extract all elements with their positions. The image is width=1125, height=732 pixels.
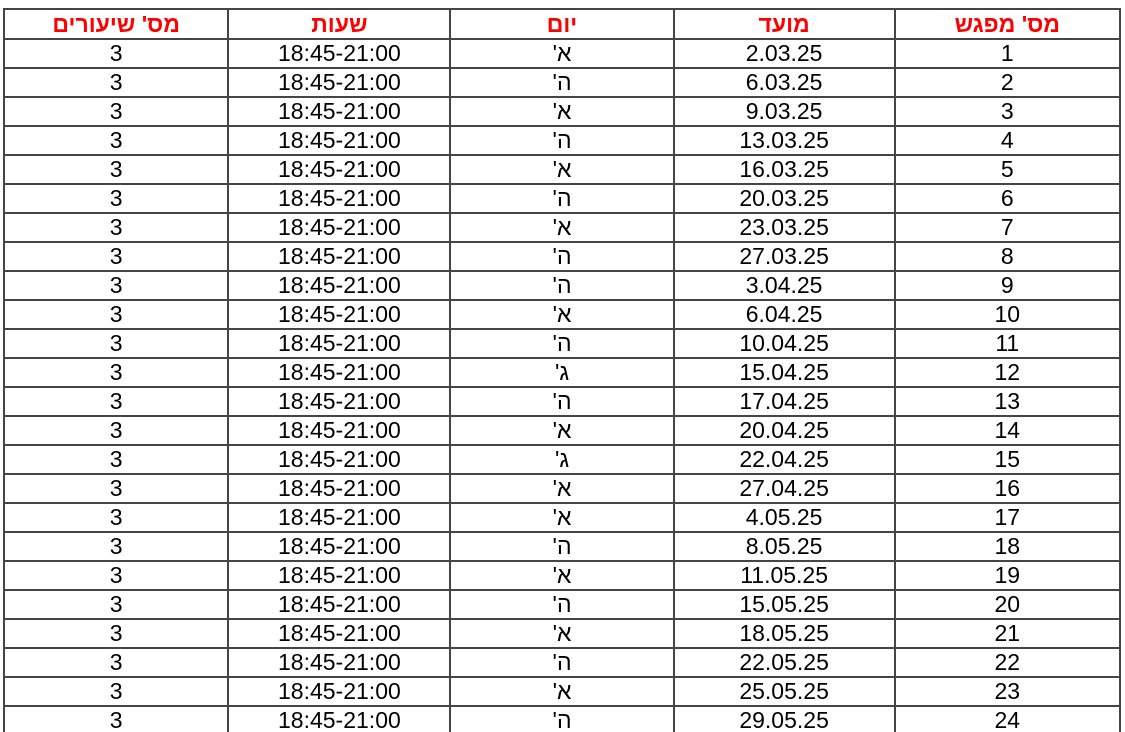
cell-day: א'	[450, 561, 673, 590]
cell-hours: 18:45-21:00	[228, 416, 450, 445]
cell-meeting_no: 10	[895, 300, 1120, 329]
cell-lessons: 3	[4, 474, 228, 503]
cell-meeting_no: 5	[895, 155, 1120, 184]
cell-lessons: 3	[4, 677, 228, 706]
cell-meeting_no: 9	[895, 271, 1120, 300]
cell-day: ה'	[450, 387, 673, 416]
schedule-row	[4, 706, 1120, 732]
cell-lessons: 3	[4, 619, 228, 648]
cell-meeting_no: 24	[895, 706, 1120, 732]
cell-lessons: 3	[4, 590, 228, 619]
cell-date: 29.05.25	[674, 706, 895, 732]
cell-lessons: 3	[4, 445, 228, 474]
cell-hours: 18:45-21:00	[228, 300, 450, 329]
cell-hours: 18:45-21:00	[228, 358, 450, 387]
cell-lessons: 3	[4, 648, 228, 677]
cell-meeting_no: 14	[895, 416, 1120, 445]
schedule-row	[4, 590, 1120, 619]
cell-day: א'	[450, 155, 673, 184]
schedule-row	[4, 213, 1120, 242]
header-day: יום	[450, 9, 673, 39]
cell-date: 9.03.25	[674, 97, 895, 126]
cell-lessons: 3	[4, 97, 228, 126]
cell-lessons: 3	[4, 39, 228, 68]
cell-date: 6.03.25	[674, 68, 895, 97]
cell-day: ה'	[450, 126, 673, 155]
cell-day: א'	[450, 300, 673, 329]
schedule-row	[4, 39, 1120, 68]
cell-lessons: 3	[4, 126, 228, 155]
schedule-row	[4, 677, 1120, 706]
header-hours: שעות	[228, 9, 450, 39]
schedule-row	[4, 503, 1120, 532]
cell-meeting_no: 13	[895, 387, 1120, 416]
cell-meeting_no: 12	[895, 358, 1120, 387]
cell-hours: 18:45-21:00	[228, 474, 450, 503]
cell-hours: 18:45-21:00	[228, 387, 450, 416]
cell-meeting_no: 23	[895, 677, 1120, 706]
cell-meeting_no: 2	[895, 68, 1120, 97]
cell-hours: 18:45-21:00	[228, 184, 450, 213]
cell-date: 4.05.25	[674, 503, 895, 532]
schedule-row	[4, 155, 1120, 184]
cell-lessons: 3	[4, 387, 228, 416]
cell-hours: 18:45-21:00	[228, 97, 450, 126]
schedule-row	[4, 300, 1120, 329]
cell-meeting_no: 3	[895, 97, 1120, 126]
cell-date: 3.04.25	[674, 271, 895, 300]
cell-day: ה'	[450, 242, 673, 271]
cell-meeting_no: 4	[895, 126, 1120, 155]
cell-day: א'	[450, 474, 673, 503]
cell-day: א'	[450, 213, 673, 242]
cell-lessons: 3	[4, 300, 228, 329]
schedule-table	[3, 8, 1121, 732]
cell-date: 10.04.25	[674, 329, 895, 358]
cell-date: 17.04.25	[674, 387, 895, 416]
cell-day: א'	[450, 503, 673, 532]
cell-date: 16.03.25	[674, 155, 895, 184]
cell-day: ה'	[450, 532, 673, 561]
cell-day: ה'	[450, 590, 673, 619]
cell-date: 6.04.25	[674, 300, 895, 329]
cell-meeting_no: 17	[895, 503, 1120, 532]
cell-hours: 18:45-21:00	[228, 329, 450, 358]
cell-meeting_no: 22	[895, 648, 1120, 677]
cell-meeting_no: 16	[895, 474, 1120, 503]
cell-hours: 18:45-21:00	[228, 39, 450, 68]
schedule-row	[4, 474, 1120, 503]
cell-lessons: 3	[4, 416, 228, 445]
cell-meeting_no: 11	[895, 329, 1120, 358]
schedule-row	[4, 329, 1120, 358]
schedule-row	[4, 648, 1120, 677]
cell-date: 15.04.25	[674, 358, 895, 387]
cell-hours: 18:45-21:00	[228, 503, 450, 532]
cell-date: 27.04.25	[674, 474, 895, 503]
schedule-row	[4, 387, 1120, 416]
cell-hours: 18:45-21:00	[228, 648, 450, 677]
cell-hours: 18:45-21:00	[228, 706, 450, 732]
cell-hours: 18:45-21:00	[228, 561, 450, 590]
cell-date: 18.05.25	[674, 619, 895, 648]
cell-lessons: 3	[4, 184, 228, 213]
cell-day: ה'	[450, 184, 673, 213]
cell-lessons: 3	[4, 155, 228, 184]
cell-day: א'	[450, 677, 673, 706]
cell-lessons: 3	[4, 503, 228, 532]
cell-meeting_no: 21	[895, 619, 1120, 648]
cell-date: 22.04.25	[674, 445, 895, 474]
cell-day: ג'	[450, 445, 673, 474]
schedule-row	[4, 184, 1120, 213]
header-meeting-no: מס' מפגש	[895, 9, 1120, 39]
schedule-row	[4, 126, 1120, 155]
cell-meeting_no: 20	[895, 590, 1120, 619]
cell-hours: 18:45-21:00	[228, 619, 450, 648]
cell-lessons: 3	[4, 242, 228, 271]
cell-date: 27.03.25	[674, 242, 895, 271]
cell-hours: 18:45-21:00	[228, 445, 450, 474]
cell-lessons: 3	[4, 271, 228, 300]
schedule-row	[4, 561, 1120, 590]
cell-lessons: 3	[4, 329, 228, 358]
cell-date: 23.03.25	[674, 213, 895, 242]
cell-lessons: 3	[4, 358, 228, 387]
cell-hours: 18:45-21:00	[228, 590, 450, 619]
cell-meeting_no: 15	[895, 445, 1120, 474]
cell-date: 20.03.25	[674, 184, 895, 213]
schedule-row	[4, 445, 1120, 474]
cell-lessons: 3	[4, 213, 228, 242]
cell-lessons: 3	[4, 532, 228, 561]
schedule-row	[4, 97, 1120, 126]
cell-day: ה'	[450, 648, 673, 677]
cell-lessons: 3	[4, 68, 228, 97]
cell-date: 25.05.25	[674, 677, 895, 706]
schedule-row	[4, 532, 1120, 561]
cell-lessons: 3	[4, 706, 228, 732]
cell-meeting_no: 18	[895, 532, 1120, 561]
cell-date: 11.05.25	[674, 561, 895, 590]
cell-day: ג'	[450, 358, 673, 387]
schedule-row	[4, 358, 1120, 387]
cell-date: 2.03.25	[674, 39, 895, 68]
cell-day: ה'	[450, 68, 673, 97]
schedule-row	[4, 242, 1120, 271]
cell-hours: 18:45-21:00	[228, 126, 450, 155]
cell-hours: 18:45-21:00	[228, 271, 450, 300]
cell-day: א'	[450, 97, 673, 126]
header-date: מועד	[674, 9, 895, 39]
cell-date: 15.05.25	[674, 590, 895, 619]
cell-date: 8.05.25	[674, 532, 895, 561]
cell-meeting_no: 8	[895, 242, 1120, 271]
cell-meeting_no: 1	[895, 39, 1120, 68]
header-lessons: מס' שיעורים	[4, 9, 228, 39]
cell-hours: 18:45-21:00	[228, 677, 450, 706]
cell-date: 13.03.25	[674, 126, 895, 155]
schedule-row	[4, 271, 1120, 300]
cell-day: א'	[450, 39, 673, 68]
cell-day: ה'	[450, 706, 673, 732]
header-row	[4, 9, 1120, 39]
schedule-row	[4, 619, 1120, 648]
cell-meeting_no: 19	[895, 561, 1120, 590]
cell-hours: 18:45-21:00	[228, 68, 450, 97]
cell-day: א'	[450, 416, 673, 445]
cell-hours: 18:45-21:00	[228, 213, 450, 242]
schedule-row	[4, 416, 1120, 445]
cell-day: ה'	[450, 329, 673, 358]
cell-meeting_no: 7	[895, 213, 1120, 242]
cell-date: 20.04.25	[674, 416, 895, 445]
cell-hours: 18:45-21:00	[228, 242, 450, 271]
schedule-row	[4, 68, 1120, 97]
cell-date: 22.05.25	[674, 648, 895, 677]
cell-day: ה'	[450, 271, 673, 300]
cell-day: א'	[450, 619, 673, 648]
cell-hours: 18:45-21:00	[228, 155, 450, 184]
cell-lessons: 3	[4, 561, 228, 590]
cell-meeting_no: 6	[895, 184, 1120, 213]
cell-hours: 18:45-21:00	[228, 532, 450, 561]
schedule-body	[4, 39, 1120, 732]
